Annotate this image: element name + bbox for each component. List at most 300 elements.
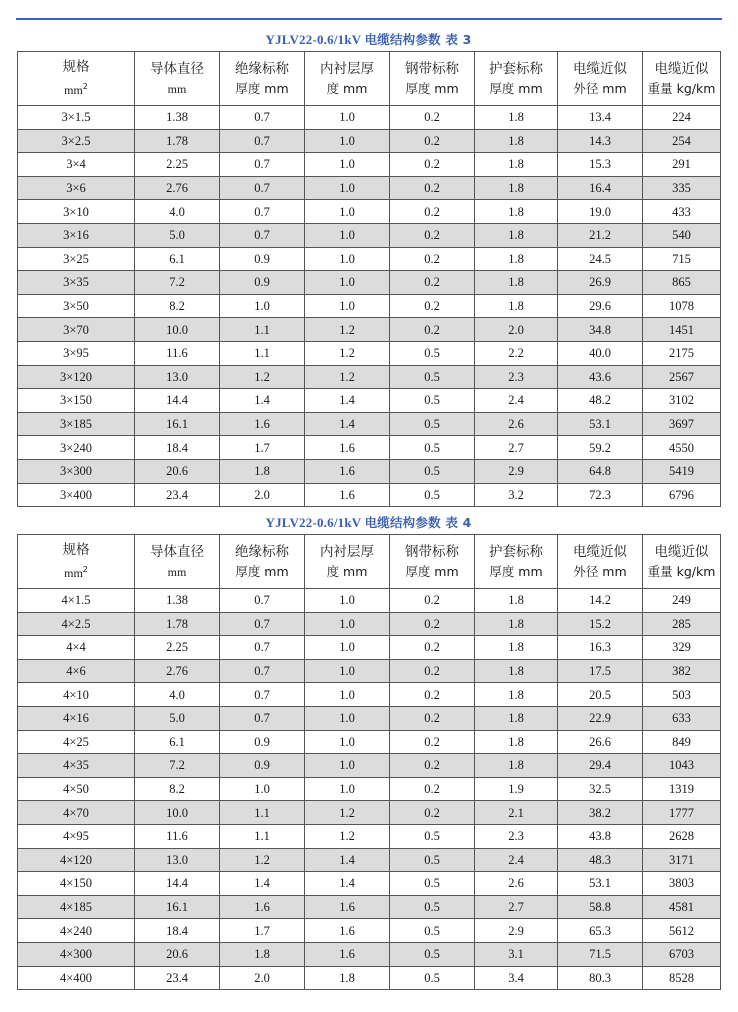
table-cell: 0.7 [220, 612, 305, 636]
table-cell: 1.8 [475, 153, 558, 177]
table-cell: 1.2 [220, 365, 305, 389]
table-cell: 1043 [643, 754, 721, 778]
table-cell: 3.4 [475, 966, 558, 990]
table-cell: 2.76 [135, 176, 220, 200]
column-header-label: 内衬层厚 [320, 60, 374, 77]
column-header-unit [390, 79, 474, 99]
table-cell: 1.6 [305, 919, 390, 943]
table-cell: 1777 [643, 801, 721, 825]
table-cell: 0.2 [390, 706, 475, 730]
column-header [558, 52, 643, 106]
table-cell: 20.6 [135, 459, 220, 483]
table-cell: 4×35 [18, 754, 135, 778]
table-cell: 1.2 [305, 318, 390, 342]
table-cell: 1.8 [305, 966, 390, 990]
column-header [390, 52, 475, 106]
table-cell: 4581 [643, 895, 721, 919]
table-cell: 11.6 [135, 824, 220, 848]
table-cell: 3×2.5 [18, 129, 135, 153]
table-title-model: YJLV22-0.6/1kV [265, 515, 365, 530]
column-header-label: 内衬层厚 [320, 543, 374, 560]
column-header [643, 535, 721, 589]
column-header [220, 535, 305, 589]
table-cell: 0.2 [390, 659, 475, 683]
column-header-unit [220, 79, 304, 99]
table-cell: 5612 [643, 919, 721, 943]
table-cell: 1.0 [305, 777, 390, 801]
table-cell: 32.5 [558, 777, 643, 801]
table-cell: 1.8 [220, 942, 305, 966]
table-cell: 3171 [643, 848, 721, 872]
table-header-row [18, 535, 721, 589]
table-cell: 64.8 [558, 459, 643, 483]
table-cell: 0.5 [390, 942, 475, 966]
table-cell: 1.6 [305, 895, 390, 919]
column-header-label: 钢带标称 [405, 60, 459, 77]
unit-text: 厚度 mm [405, 563, 459, 579]
table-cell: 1451 [643, 318, 721, 342]
table-cell: 291 [643, 153, 721, 177]
table-cell: 43.6 [558, 365, 643, 389]
table-cell: 14.4 [135, 389, 220, 413]
table-cell: 2.6 [475, 872, 558, 896]
table-cell: 0.2 [390, 129, 475, 153]
table-cell: 10.0 [135, 318, 220, 342]
table-cell: 1.38 [135, 106, 220, 130]
table-row [18, 459, 721, 483]
column-header-unit [558, 562, 642, 582]
table-row [18, 895, 721, 919]
table-cell: 0.5 [390, 872, 475, 896]
table-cell: 29.4 [558, 754, 643, 778]
table-cell: 1.78 [135, 612, 220, 636]
table-3-block [17, 29, 720, 507]
unit-text: mm [64, 566, 83, 581]
table-cell: 1.0 [220, 294, 305, 318]
table-row [18, 341, 721, 365]
column-header-label: 导体直径 [150, 60, 204, 77]
unit-text: mm [167, 81, 187, 96]
table-row [18, 412, 721, 436]
table-row [18, 318, 721, 342]
table-cell: 43.8 [558, 824, 643, 848]
table-cell: 3×4 [18, 153, 135, 177]
table-cell: 0.5 [390, 966, 475, 990]
column-header-unit [558, 79, 642, 99]
table-row [18, 200, 721, 224]
table-cell: 1.8 [475, 106, 558, 130]
table-cell: 2567 [643, 365, 721, 389]
table-cell: 16.4 [558, 176, 643, 200]
table-cell: 1.6 [305, 436, 390, 460]
table-row [18, 589, 721, 613]
table-cell: 0.2 [390, 754, 475, 778]
table-cell: 3×50 [18, 294, 135, 318]
unit-text: 厚度 mm [405, 80, 459, 96]
table-cell: 2.9 [475, 459, 558, 483]
table-cell: 21.2 [558, 223, 643, 247]
table-row [18, 129, 721, 153]
table-cell: 1.0 [305, 247, 390, 271]
table-cell: 1.0 [305, 754, 390, 778]
table-cell: 3×70 [18, 318, 135, 342]
column-header-label: 电缆近似 [573, 543, 627, 560]
table-cell: 3697 [643, 412, 721, 436]
table-cell: 1.9 [475, 777, 558, 801]
table-row [18, 777, 721, 801]
table-cell: 3803 [643, 872, 721, 896]
table-cell: 2.7 [475, 895, 558, 919]
table-cell: 0.9 [220, 730, 305, 754]
table-cell: 5419 [643, 459, 721, 483]
table-cell: 1.6 [220, 895, 305, 919]
table-cell: 3×150 [18, 389, 135, 413]
table-row [18, 153, 721, 177]
table-header-row [18, 52, 721, 106]
column-header [643, 52, 721, 106]
table-cell: 29.6 [558, 294, 643, 318]
column-header-label: 绝缘标称 [235, 543, 289, 560]
table-cell: 4×70 [18, 801, 135, 825]
table-cell: 1.0 [220, 777, 305, 801]
column-header [135, 52, 220, 106]
table-cell: 4×185 [18, 895, 135, 919]
table-cell: 1.7 [220, 919, 305, 943]
table-cell: 0.5 [390, 483, 475, 507]
table-cell: 4×120 [18, 848, 135, 872]
column-header-label: 电缆近似 [654, 60, 709, 77]
unit-text: 重量 kg/km [647, 80, 716, 96]
table-cell: 13.4 [558, 106, 643, 130]
table-3-title [17, 29, 720, 51]
table-cell: 19.0 [558, 200, 643, 224]
table-cell: 0.2 [390, 200, 475, 224]
column-header-label: 导体直径 [150, 543, 204, 560]
unit-superscript: 2 [82, 564, 88, 574]
table-cell: 4×50 [18, 777, 135, 801]
table-cell: 0.2 [390, 271, 475, 295]
table-cell: 22.9 [558, 706, 643, 730]
table-cell: 4×16 [18, 706, 135, 730]
table-cell: 0.9 [220, 247, 305, 271]
table-cell: 0.7 [220, 589, 305, 613]
table-cell: 2.0 [475, 318, 558, 342]
table-cell: 4×4 [18, 636, 135, 660]
table-cell: 1.4 [305, 412, 390, 436]
table-cell: 0.2 [390, 801, 475, 825]
table-cell: 0.2 [390, 636, 475, 660]
table-row [18, 106, 721, 130]
table-cell: 0.7 [220, 106, 305, 130]
unit-text: 度 mm [326, 80, 368, 96]
table-3 [17, 51, 721, 507]
table-cell: 433 [643, 200, 721, 224]
table-cell: 24.5 [558, 247, 643, 271]
unit-text: 厚度 mm [235, 563, 289, 579]
column-header-label: 钢带标称 [405, 543, 459, 560]
table-cell: 0.5 [390, 412, 475, 436]
table-cell: 285 [643, 612, 721, 636]
table-cell: 0.2 [390, 247, 475, 271]
table-cell: 0.2 [390, 589, 475, 613]
table-cell: 329 [643, 636, 721, 660]
table-cell: 4×6 [18, 659, 135, 683]
table-cell: 0.2 [390, 153, 475, 177]
table-row [18, 294, 721, 318]
table-cell: 3102 [643, 389, 721, 413]
table-cell: 1.8 [475, 754, 558, 778]
table-cell: 1.2 [305, 365, 390, 389]
column-header [475, 535, 558, 589]
table-cell: 0.7 [220, 636, 305, 660]
table-cell: 1.1 [220, 318, 305, 342]
table-cell: 849 [643, 730, 721, 754]
table-row [18, 966, 721, 990]
table-cell: 18.4 [135, 436, 220, 460]
table-cell: 14.3 [558, 129, 643, 153]
table-cell: 48.2 [558, 389, 643, 413]
table-row [18, 706, 721, 730]
table-cell: 2.0 [220, 483, 305, 507]
table-4-block [17, 512, 720, 990]
column-header [305, 52, 390, 106]
table-cell: 8528 [643, 966, 721, 990]
table-cell: 1.0 [305, 271, 390, 295]
table-cell: 1.8 [475, 223, 558, 247]
unit-text: 度 mm [326, 563, 368, 579]
table-row [18, 636, 721, 660]
table-cell: 4550 [643, 436, 721, 460]
table-cell: 1.4 [220, 872, 305, 896]
table-cell: 1.7 [220, 436, 305, 460]
table-cell: 6.1 [135, 247, 220, 271]
table-cell: 1.0 [305, 200, 390, 224]
table-cell: 0.2 [390, 318, 475, 342]
table-cell: 249 [643, 589, 721, 613]
table-cell: 2.4 [475, 389, 558, 413]
table-cell: 0.2 [390, 106, 475, 130]
table-row [18, 754, 721, 778]
table-row [18, 872, 721, 896]
table-row [18, 176, 721, 200]
table-cell: 3×25 [18, 247, 135, 271]
table-cell: 10.0 [135, 801, 220, 825]
table-cell: 1.8 [220, 459, 305, 483]
column-header [475, 52, 558, 106]
table-cell: 503 [643, 683, 721, 707]
table-cell: 0.5 [390, 436, 475, 460]
table-cell: 2.25 [135, 636, 220, 660]
table-cell: 1.8 [475, 730, 558, 754]
table-body [18, 106, 721, 507]
table-cell: 0.2 [390, 176, 475, 200]
table-cell: 1.4 [305, 389, 390, 413]
table-cell: 3×35 [18, 271, 135, 295]
table-cell: 1.0 [305, 106, 390, 130]
table-cell: 6796 [643, 483, 721, 507]
table-4 [17, 534, 721, 990]
column-header-unit [18, 77, 134, 100]
table-cell: 1.0 [305, 612, 390, 636]
column-header-label: 绝缘标称 [235, 60, 289, 77]
table-cell: 1.6 [305, 459, 390, 483]
table-cell: 1.4 [305, 872, 390, 896]
table-cell: 13.0 [135, 365, 220, 389]
table-cell: 4×150 [18, 872, 135, 896]
table-cell: 0.7 [220, 129, 305, 153]
table-cell: 2.76 [135, 659, 220, 683]
table-row [18, 365, 721, 389]
table-cell: 2.2 [475, 341, 558, 365]
column-header-unit [475, 562, 557, 582]
column-header-unit [643, 562, 720, 582]
table-cell: 4.0 [135, 200, 220, 224]
column-header-unit [18, 560, 134, 583]
table-cell: 1.38 [135, 589, 220, 613]
unit-text: 外径 mm [573, 80, 627, 96]
table-cell: 1.2 [305, 341, 390, 365]
table-cell: 335 [643, 176, 721, 200]
table-cell: 53.1 [558, 412, 643, 436]
table-cell: 1.0 [305, 659, 390, 683]
table-cell: 58.8 [558, 895, 643, 919]
table-row [18, 683, 721, 707]
table-cell: 1.0 [305, 683, 390, 707]
table-row [18, 271, 721, 295]
table-cell: 3×400 [18, 483, 135, 507]
table-cell: 540 [643, 223, 721, 247]
table-cell: 18.4 [135, 919, 220, 943]
table-cell: 0.2 [390, 730, 475, 754]
table-cell: 14.4 [135, 872, 220, 896]
table-cell: 0.7 [220, 223, 305, 247]
table-cell: 3×300 [18, 459, 135, 483]
table-body [18, 589, 721, 990]
table-cell: 3×95 [18, 341, 135, 365]
table-cell: 1.8 [475, 589, 558, 613]
table-cell: 1.6 [220, 412, 305, 436]
table-cell: 0.5 [390, 459, 475, 483]
column-header-label: 电缆近似 [573, 60, 627, 77]
column-header-label: 电缆近似 [654, 543, 709, 560]
table-cell: 0.9 [220, 271, 305, 295]
table-cell: 3×6 [18, 176, 135, 200]
table-cell: 1078 [643, 294, 721, 318]
table-cell: 0.5 [390, 919, 475, 943]
table-cell: 1.8 [475, 176, 558, 200]
table-cell: 5.0 [135, 223, 220, 247]
unit-text: 厚度 mm [235, 80, 289, 96]
table-cell: 71.5 [558, 942, 643, 966]
table-cell: 1.8 [475, 200, 558, 224]
table-cell: 26.6 [558, 730, 643, 754]
table-row [18, 730, 721, 754]
table-cell: 1.8 [475, 636, 558, 660]
table-row [18, 389, 721, 413]
table-cell: 0.2 [390, 223, 475, 247]
column-header-unit [135, 562, 219, 582]
table-title-model: YJLV22-0.6/1kV [265, 32, 365, 47]
table-title-number: 表 4 [440, 515, 472, 530]
unit-text: 外径 mm [573, 563, 627, 579]
table-cell: 2.9 [475, 919, 558, 943]
table-title-number: 表 3 [440, 32, 472, 47]
table-cell: 3×185 [18, 412, 135, 436]
table-cell: 8.2 [135, 294, 220, 318]
table-cell: 1.0 [305, 589, 390, 613]
table-cell: 17.5 [558, 659, 643, 683]
column-header-unit [475, 79, 557, 99]
table-cell: 1.2 [305, 824, 390, 848]
table-cell: 7.2 [135, 271, 220, 295]
column-header-label: 护套标称 [489, 60, 543, 77]
table-cell: 1.0 [305, 153, 390, 177]
table-cell: 14.2 [558, 589, 643, 613]
table-cell: 4.0 [135, 683, 220, 707]
table-cell: 4×25 [18, 730, 135, 754]
column-header-unit [390, 562, 474, 582]
table-cell: 48.3 [558, 848, 643, 872]
column-header [558, 535, 643, 589]
table-cell: 4×300 [18, 942, 135, 966]
table-cell: 72.3 [558, 483, 643, 507]
table-cell: 1.2 [305, 801, 390, 825]
column-header [220, 52, 305, 106]
table-cell: 0.2 [390, 683, 475, 707]
table-cell: 0.7 [220, 659, 305, 683]
table-cell: 8.2 [135, 777, 220, 801]
table-cell: 59.2 [558, 436, 643, 460]
table-row [18, 919, 721, 943]
unit-text: mm [167, 564, 187, 579]
table-cell: 0.7 [220, 200, 305, 224]
column-header [18, 535, 135, 589]
table-cell: 23.4 [135, 483, 220, 507]
table-cell: 0.9 [220, 754, 305, 778]
table-cell: 0.5 [390, 824, 475, 848]
table-cell: 6.1 [135, 730, 220, 754]
table-cell: 1.8 [475, 294, 558, 318]
table-cell: 23.4 [135, 966, 220, 990]
table-cell: 16.3 [558, 636, 643, 660]
table-cell: 4×240 [18, 919, 135, 943]
table-cell: 1.78 [135, 129, 220, 153]
table-cell: 633 [643, 706, 721, 730]
table-cell: 1.8 [475, 612, 558, 636]
table-4-title [17, 512, 720, 534]
unit-text: 厚度 mm [489, 80, 543, 96]
table-cell: 1.8 [475, 659, 558, 683]
column-header-label: 规格 [62, 58, 90, 75]
column-header-unit [305, 562, 389, 582]
table-cell: 80.3 [558, 966, 643, 990]
table-cell: 3×120 [18, 365, 135, 389]
table-row [18, 801, 721, 825]
top-divider [16, 18, 722, 20]
column-header-unit [135, 79, 219, 99]
table-cell: 13.0 [135, 848, 220, 872]
table-cell: 715 [643, 247, 721, 271]
table-cell: 3×240 [18, 436, 135, 460]
table-cell: 1.8 [475, 706, 558, 730]
table-cell: 382 [643, 659, 721, 683]
table-cell: 2.1 [475, 801, 558, 825]
table-cell: 2.7 [475, 436, 558, 460]
table-cell: 3.1 [475, 942, 558, 966]
table-row [18, 223, 721, 247]
column-header-unit [643, 79, 720, 99]
table-cell: 20.5 [558, 683, 643, 707]
